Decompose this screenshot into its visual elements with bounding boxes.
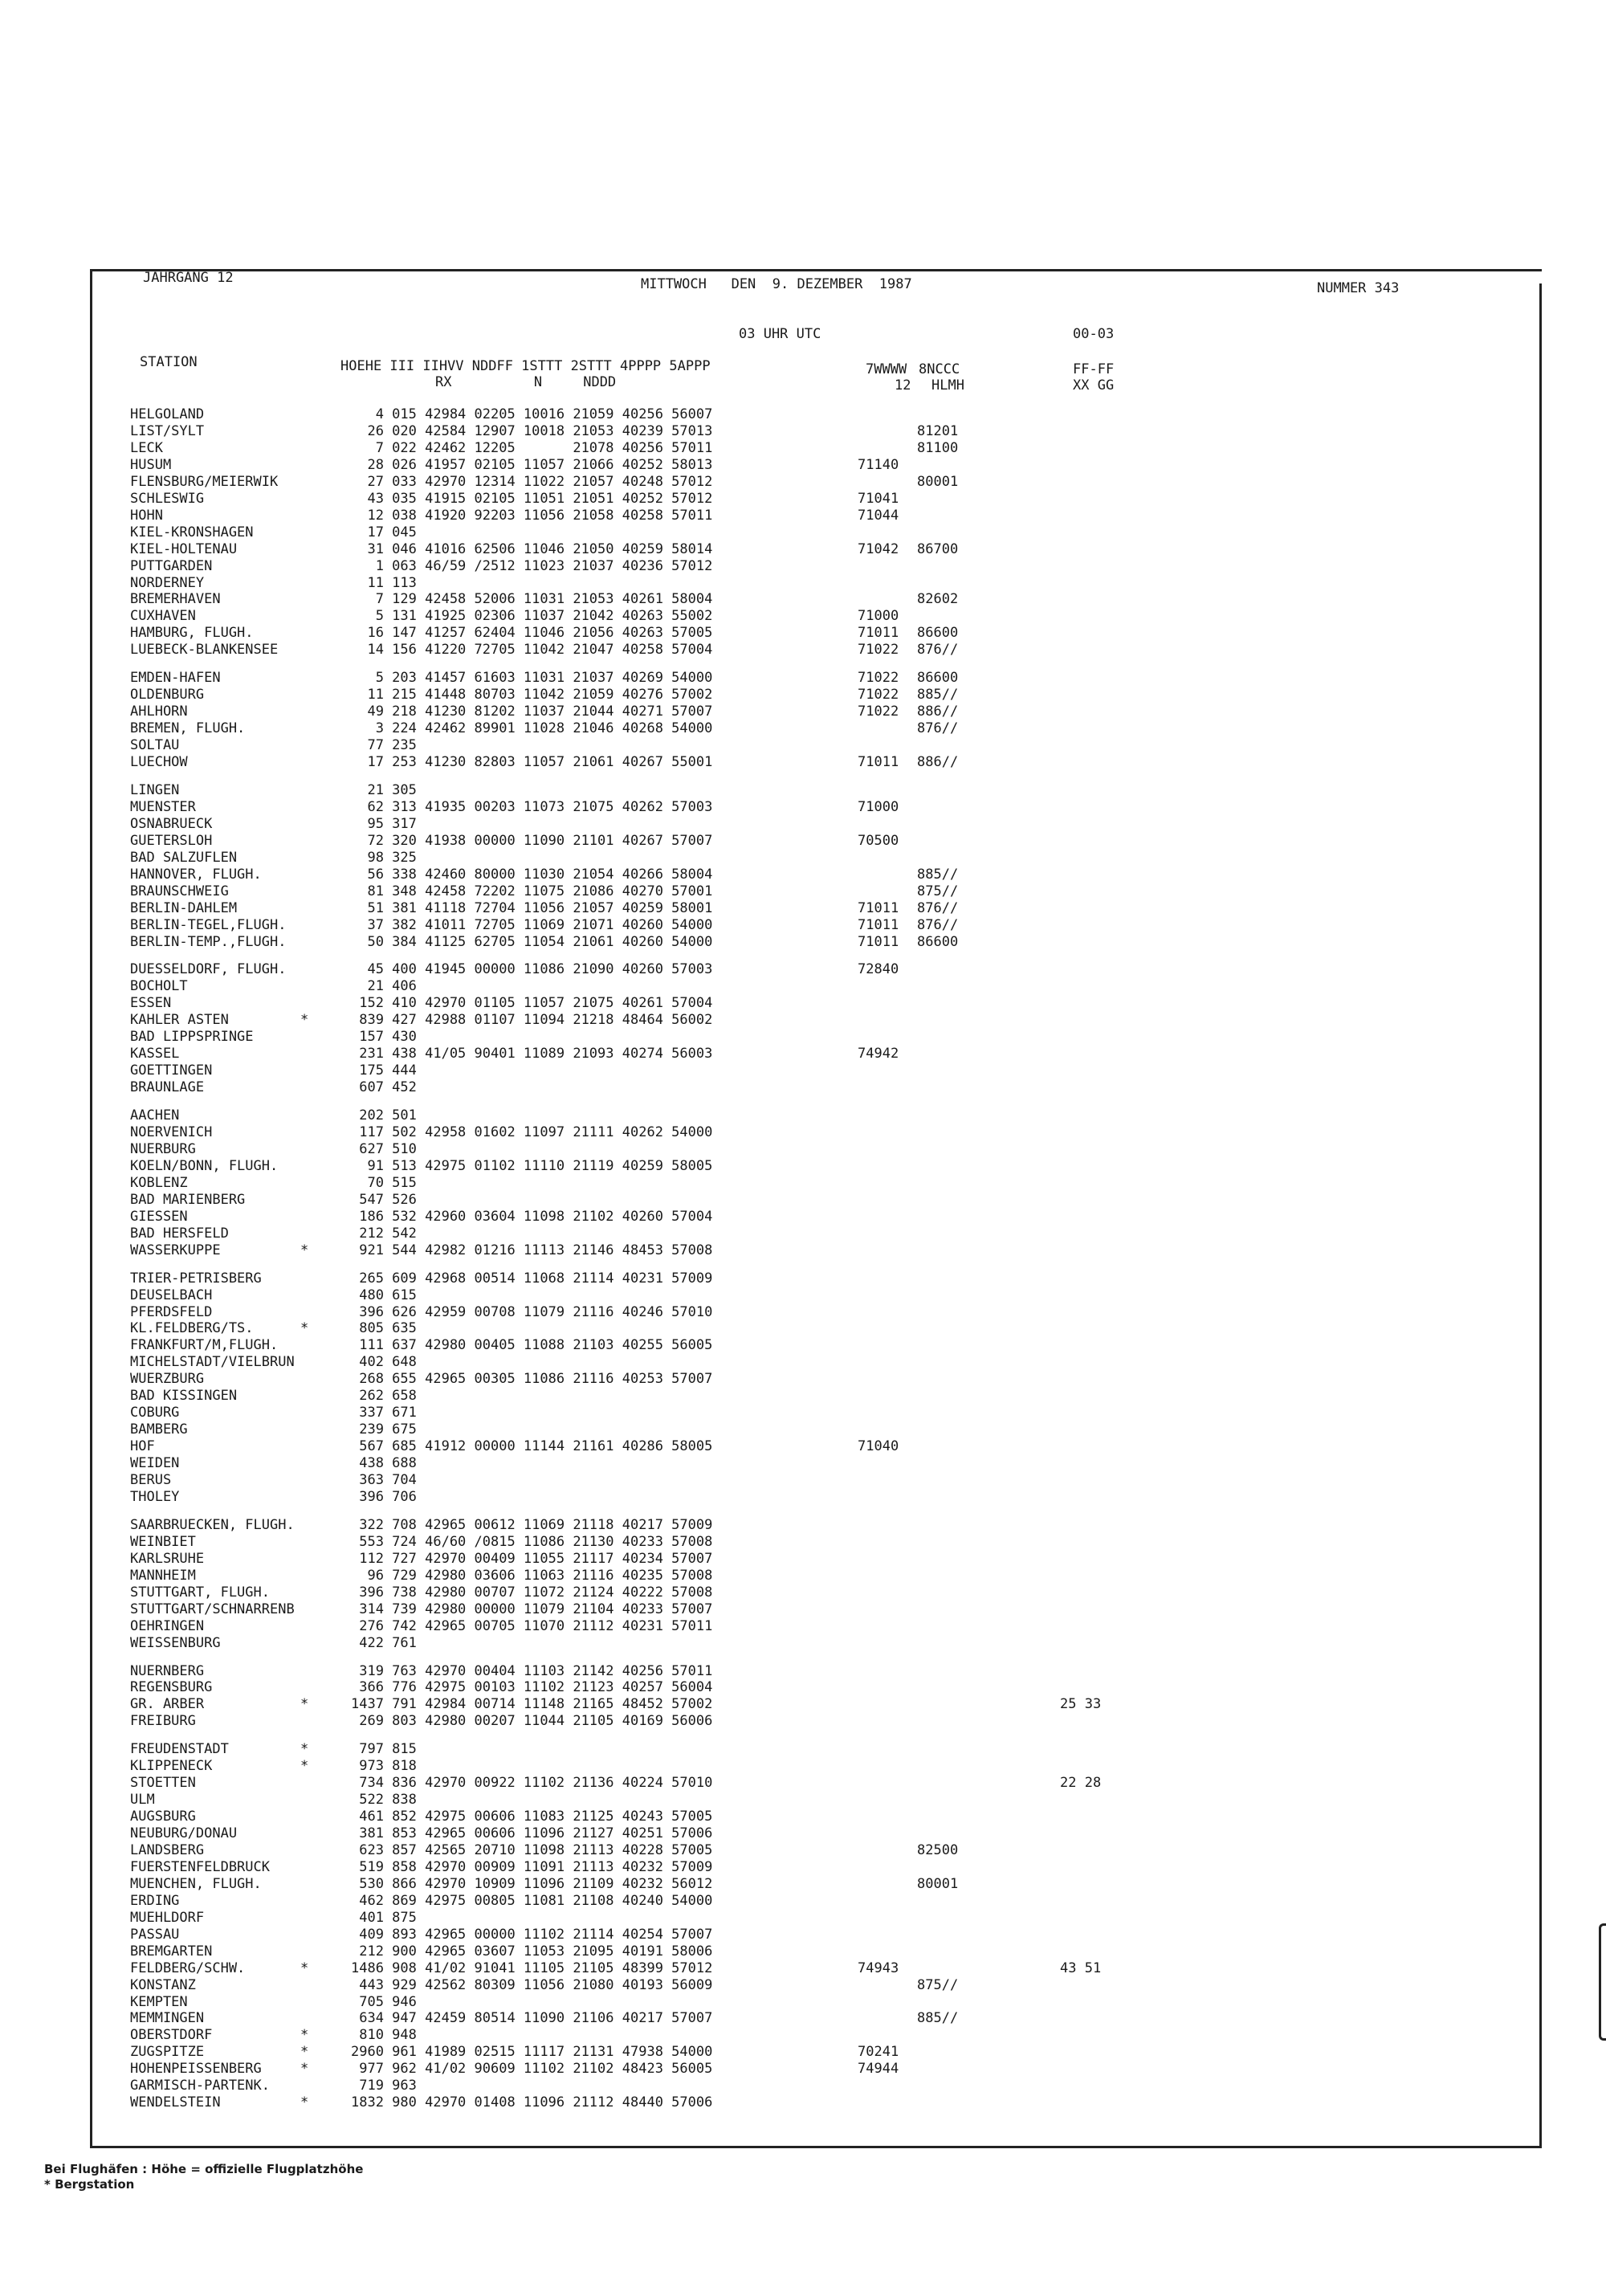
station-8nccc: 86700	[917, 541, 959, 557]
station-name: BAD KISSINGEN	[130, 1388, 238, 1404]
station-observation: 921 544 42982 01216 11113 21146 48453 57008	[351, 1242, 713, 1258]
station-name: FUERSTENFELDBRUCK	[130, 1859, 270, 1875]
station-name: ZUGSPITZE	[130, 2044, 205, 2060]
station-observation: 522 838	[351, 1792, 417, 1808]
station-8nccc: 876//	[917, 900, 959, 916]
mountain-station-marker: *	[300, 1320, 309, 1336]
station-name: OLDENBURG	[130, 687, 205, 703]
station-8nccc: 86600	[917, 670, 959, 686]
station-name: WEISSENBURG	[130, 1635, 221, 1651]
station-observation: 1486 908 41/02 91041 11105 21105 48399 57012	[351, 1960, 713, 1976]
station-8nccc: 86600	[917, 934, 959, 950]
station-name: HAMBURG, FLUGH.	[130, 625, 254, 641]
station-name: PASSAU	[130, 1927, 180, 1943]
station-name: FELDBERG/SCHW.	[130, 1960, 246, 1976]
station-observation: 381 853 42965 00606 11096 21127 40251 57006	[351, 1825, 713, 1841]
station-name: SAARBRUECKEN, FLUGH.	[130, 1517, 295, 1533]
station-name: BRAUNLAGE	[130, 1079, 205, 1095]
station-name: AACHEN	[130, 1107, 180, 1124]
station-8nccc: 876//	[917, 642, 959, 658]
station-8nccc: 885//	[917, 2010, 959, 2026]
station-name: LUEBECK-BLANKENSEE	[130, 642, 279, 658]
station-observation: 337 671	[351, 1405, 417, 1421]
station-7wwww: 71044	[858, 508, 899, 524]
station-name: AUGSBURG	[130, 1809, 196, 1825]
station-name: KONSTANZ	[130, 1977, 196, 1993]
station-observation: 623 857 42565 20710 11098 21113 40228 57005	[351, 1842, 713, 1858]
footnote-airports: Bei Flughäfen : Höhe = offizielle Flugplatzhöhe	[44, 2162, 364, 2176]
station-observation: 805 635	[351, 1320, 417, 1336]
station-observation: 239 675	[351, 1421, 417, 1438]
station-name: BREMERHAVEN	[130, 591, 221, 607]
station-7wwww: 71011	[858, 900, 899, 916]
station-name: LIST/SYLT	[130, 423, 205, 439]
station-name: ERDING	[130, 1893, 180, 1909]
station-observation: 70 515	[351, 1175, 417, 1191]
mountain-station-marker: *	[300, 1012, 309, 1028]
station-name: MUEHLDORF	[130, 1910, 205, 1926]
station-name: BAD SALZUFLEN	[130, 850, 238, 866]
col-station: STATION	[140, 354, 198, 370]
col-8nccc: 8NCCC	[919, 361, 960, 377]
period-label: 00-03	[1073, 326, 1115, 342]
station-observation: 11 113	[351, 575, 417, 591]
station-8nccc: 886//	[917, 754, 959, 770]
station-8nccc: 81100	[917, 440, 959, 456]
mountain-station-marker: *	[300, 2061, 309, 2077]
station-name: LECK	[130, 440, 163, 456]
station-observation: 480 615	[351, 1287, 417, 1303]
mountain-station-marker: *	[300, 2044, 309, 2060]
station-7wwww: 71022	[858, 703, 899, 720]
station-name: BOCHOLT	[130, 978, 188, 994]
station-observation: 212 900 42965 03607 11053 21095 40191 58006	[351, 1943, 713, 1960]
station-7wwww: 71022	[858, 670, 899, 686]
col-ffff-sub: XX GG	[1073, 377, 1115, 394]
station-observation: 45 400 41945 00000 11086 21090 40260 57003	[351, 961, 713, 977]
station-observation: 396 738 42980 00707 11072 21124 40222 57008	[351, 1584, 713, 1601]
station-observation: 547 526	[351, 1192, 417, 1208]
station-name: GARMISCH-PARTENK.	[130, 2078, 270, 2094]
station-observation: 112 727 42970 00409 11055 21117 40234 57007	[351, 1551, 713, 1567]
station-name: MICHELSTADT/VIELBRUN	[130, 1354, 295, 1370]
station-name: KLIPPENECK	[130, 1758, 213, 1774]
station-7wwww: 74942	[858, 1046, 899, 1062]
station-8nccc: 885//	[917, 867, 959, 883]
mountain-station-marker: *	[300, 1960, 309, 1976]
station-name: MUENSTER	[130, 799, 196, 815]
station-name: LANDSBERG	[130, 1842, 205, 1858]
station-observation: 31 046 41016 62506 11046 21050 40259 58014	[351, 541, 713, 557]
station-observation: 409 893 42965 00000 11102 21114 40254 57007	[351, 1927, 713, 1943]
station-name: OSNABRUECK	[130, 816, 213, 832]
station-name: STUTTGART/SCHNARRENB	[130, 1601, 295, 1617]
station-7wwww: 72840	[858, 961, 899, 977]
station-name: KIEL-HOLTENAU	[130, 541, 238, 557]
station-observation: 21 406	[351, 978, 417, 994]
station-name: EMDEN-HAFEN	[130, 670, 221, 686]
station-observation: 43 035 41915 02105 11051 21051 40252 57012	[351, 491, 713, 507]
issue-number: NUMMER 343	[1317, 280, 1400, 296]
station-name: NEUBURG/DONAU	[130, 1825, 238, 1841]
station-8nccc: 82500	[917, 1842, 959, 1858]
station-name: MEMMINGEN	[130, 2010, 205, 2026]
station-name: NORDERNEY	[130, 575, 205, 591]
station-name: WEIDEN	[130, 1455, 180, 1471]
station-7wwww: 70241	[858, 2044, 899, 2060]
station-name: OBERSTDORF	[130, 2027, 213, 2043]
station-name: NUERBURG	[130, 1141, 196, 1157]
station-name: KASSEL	[130, 1046, 180, 1062]
station-name: BERLIN-TEGEL,FLUGH.	[130, 917, 287, 933]
station-observation: 62 313 41935 00203 11073 21075 40262 57003	[351, 799, 713, 815]
station-observation: 839 427 42988 01107 11094 21218 48464 56002	[351, 1012, 713, 1028]
station-observation: 202 501	[351, 1107, 417, 1124]
station-8nccc: 86600	[917, 625, 959, 641]
station-7wwww: 71040	[858, 1438, 899, 1454]
jahrgang-label: JAHRGANG 12	[143, 270, 234, 286]
station-name: STUTTGART, FLUGH.	[130, 1584, 270, 1601]
station-7wwww: 71042	[858, 541, 899, 557]
station-observation: 363 704	[351, 1472, 417, 1488]
mountain-station-marker: *	[300, 2094, 309, 2110]
col-ffff: FF-FF	[1073, 361, 1115, 377]
station-name: BERLIN-DAHLEM	[130, 900, 238, 916]
station-observation: 322 708 42965 00612 11069 21118 40217 57009	[351, 1517, 713, 1533]
station-name: KAHLER ASTEN	[130, 1012, 229, 1028]
station-7wwww: 71011	[858, 754, 899, 770]
station-observation: 810 948	[351, 2027, 417, 2043]
station-7wwww: 71041	[858, 491, 899, 507]
station-observation: 443 929 42562 80309 11056 21080 40193 56009	[351, 1977, 713, 1993]
station-name: PUTTGARDEN	[130, 558, 213, 574]
station-name: HOHN	[130, 508, 163, 524]
station-observation: 734 836 42970 00922 11102 21136 40224 57010	[351, 1775, 713, 1791]
station-observation: 26 020 42584 12907 10018 21053 40239 57013	[351, 423, 713, 439]
station-name: KOBLENZ	[130, 1175, 188, 1191]
station-observation: 705 946	[351, 1994, 417, 2010]
station-name: MANNHEIM	[130, 1568, 196, 1584]
frame-bottom-border	[90, 2146, 1542, 2148]
station-8nccc: 885//	[917, 687, 959, 703]
station-7wwww: 74944	[858, 2061, 899, 2077]
station-observation: 12 038 41920 92203 11056 21058 40258 57011	[351, 508, 713, 524]
station-observation: 51 381 41118 72704 11056 21057 40259 58001	[351, 900, 713, 916]
station-observation: 231 438 41/05 90401 11089 21093 40274 56003	[351, 1046, 713, 1062]
station-7wwww: 71011	[858, 934, 899, 950]
station-8nccc: 876//	[917, 917, 959, 933]
station-observation: 98 325	[351, 850, 417, 866]
station-name: CUXHAVEN	[130, 608, 196, 624]
station-name: WASSERKUPPE	[130, 1242, 221, 1258]
station-observation: 27 033 42970 12314 11022 21057 40248 57012	[351, 474, 713, 490]
station-observation: 152 410 42970 01105 11057 21075 40261 57004	[351, 995, 713, 1011]
station-name: ULM	[130, 1792, 155, 1808]
station-observation: 265 609 42968 00514 11068 21114 40231 57009	[351, 1270, 713, 1287]
station-name: LINGEN	[130, 782, 180, 798]
station-observation: 186 532 42960 03604 11098 21102 40260 57004	[351, 1209, 713, 1225]
station-observation: 1437 791 42984 00714 11148 21165 48452 57002	[351, 1696, 713, 1712]
station-observation: 3 224 42462 89901 11028 21046 40268 54000	[351, 720, 713, 736]
station-8nccc: 875//	[917, 883, 959, 899]
station-observation: 95 317	[351, 816, 417, 832]
station-name: OEHRINGEN	[130, 1618, 205, 1634]
station-observation: 49 218 41230 81202 11037 21044 40271 57007	[351, 703, 713, 720]
station-observation: 530 866 42970 10909 11096 21109 40232 56012	[351, 1876, 713, 1892]
station-ffff: 25 33	[1060, 1696, 1102, 1712]
frame-left-border	[90, 269, 92, 2148]
station-ffff: 43 51	[1060, 1960, 1102, 1976]
station-8nccc: 81201	[917, 423, 959, 439]
station-name: FLENSBURG/MEIERWIK	[130, 474, 279, 490]
station-name: PFERDSFELD	[130, 1304, 213, 1320]
col-8nccc-sub: HLMH	[931, 377, 964, 394]
station-name: STOETTEN	[130, 1775, 196, 1791]
station-observation: 7 129 42458 52006 11031 21053 40261 58004	[351, 591, 713, 607]
station-name: TRIER-PETRISBERG	[130, 1270, 262, 1287]
observation-time: 03 UHR UTC	[739, 326, 821, 342]
station-observation: 276 742 42965 00705 11070 21112 40231 57011	[351, 1618, 713, 1634]
station-name: BAD MARIENBERG	[130, 1192, 246, 1208]
station-name: THOLEY	[130, 1489, 180, 1505]
station-name: REGENSBURG	[130, 1679, 213, 1695]
station-observation: 56 338 42460 80000 11030 21054 40266 58004	[351, 867, 713, 883]
station-name: SCHLESWIG	[130, 491, 205, 507]
station-observation: 627 510	[351, 1141, 417, 1157]
frame-top-border	[90, 269, 1542, 271]
station-observation: 797 815	[351, 1741, 417, 1757]
station-name: WENDELSTEIN	[130, 2094, 221, 2110]
station-8nccc: 886//	[917, 703, 959, 720]
issue-date: MITTWOCH DEN 9. DEZEMBER 1987	[641, 276, 912, 292]
station-name: KIEL-KRONSHAGEN	[130, 524, 254, 540]
station-observation: 96 729 42980 03606 11063 21116 40235 57008	[351, 1568, 713, 1584]
station-name: WEINBIET	[130, 1534, 196, 1550]
station-name: MUENCHEN, FLUGH.	[130, 1876, 262, 1892]
station-7wwww: 71011	[858, 625, 899, 641]
station-observation: 402 648	[351, 1354, 417, 1370]
station-observation: 607 452	[351, 1079, 417, 1095]
station-observation: 567 685 41912 00000 11144 21161 40286 58005	[351, 1438, 713, 1454]
station-name: BERUS	[130, 1472, 172, 1488]
col-7wwww: 7WWWW	[866, 361, 907, 377]
station-name: FREIBURG	[130, 1713, 196, 1729]
station-observation: 396 706	[351, 1489, 417, 1505]
station-name: HELGOLAND	[130, 406, 205, 422]
station-observation: 21 305	[351, 782, 417, 798]
station-name: HOHENPEISSENBERG	[130, 2061, 262, 2077]
station-name: DEUSELBACH	[130, 1287, 213, 1303]
station-observation: 91 513 42975 01102 11110 21119 40259 58005	[351, 1158, 713, 1174]
station-observation: 81 348 42458 72202 11075 21086 40270 57001	[351, 883, 713, 899]
station-name: HANNOVER, FLUGH.	[130, 867, 262, 883]
col-main-subheader: RX N NDDD	[435, 374, 617, 390]
station-observation: 16 147 41257 62404 11046 21056 40263 57005	[351, 625, 713, 641]
station-observation: 17 045	[351, 524, 417, 540]
binder-edge	[1599, 1923, 1606, 2041]
station-observation: 519 858 42970 00909 11091 21113 40232 57009	[351, 1859, 713, 1875]
station-observation: 28 026 41957 02105 11057 21066 40252 58013	[351, 457, 713, 473]
station-observation: 268 655 42965 00305 11086 21116 40253 57007	[351, 1371, 713, 1387]
station-7wwww: 71000	[858, 608, 899, 624]
table-frame	[90, 269, 1542, 2148]
station-name: FREUDENSTADT	[130, 1741, 229, 1757]
col-main-header: HOEHE III IIHVV NDDFF 1STTT 2STTT 4PPPP 5APPP	[340, 358, 711, 374]
station-observation: 462 869 42975 00805 11081 21108 40240 54000	[351, 1893, 713, 1909]
station-observation: 11 215 41448 80703 11042 21059 40276 57002	[351, 687, 713, 703]
station-name: NUERNBERG	[130, 1663, 205, 1679]
station-observation: 5 131 41925 02306 11037 21042 40263 55002	[351, 608, 713, 624]
station-observation: 117 502 42958 01602 11097 21111 40262 54000	[351, 1124, 713, 1140]
station-8nccc: 876//	[917, 720, 959, 736]
station-observation: 17 253 41230 82803 11057 21061 40267 55001	[351, 754, 713, 770]
station-name: AHLHORN	[130, 703, 188, 720]
station-observation: 262 658	[351, 1388, 417, 1404]
station-7wwww: 71022	[858, 642, 899, 658]
station-name: HOF	[130, 1438, 155, 1454]
station-observation: 37 382 41011 72705 11069 21071 40260 54000	[351, 917, 713, 933]
station-name: BAD HERSFELD	[130, 1225, 229, 1242]
station-name: KARLSRUHE	[130, 1551, 205, 1567]
station-name: BREMEN, FLUGH.	[130, 720, 246, 736]
station-observation: 553 724 46/60 /0815 11086 21130 40233 57008	[351, 1534, 713, 1550]
station-observation: 719 963	[351, 2078, 417, 2094]
station-observation: 14 156 41220 72705 11042 21047 40258 57004	[351, 642, 713, 658]
station-observation: 77 235	[351, 737, 417, 753]
station-observation: 111 637 42980 00405 11088 21103 40255 56005	[351, 1337, 713, 1353]
station-ffff: 22 28	[1060, 1775, 1102, 1791]
station-observation: 1832 980 42970 01408 11096 21112 48440 57006	[351, 2094, 713, 2110]
station-observation: 72 320 41938 00000 11090 21101 40267 57007	[351, 833, 713, 849]
station-observation: 7 022 42462 12205 21078 40256 57011	[351, 440, 713, 456]
station-name: COBURG	[130, 1405, 180, 1421]
station-observation: 157 430	[351, 1029, 417, 1045]
station-8nccc: 80001	[917, 474, 959, 490]
station-name: BRAUNSCHWEIG	[130, 883, 229, 899]
station-name: FRANKFURT/M,FLUGH.	[130, 1337, 279, 1353]
station-name: KOELN/BONN, FLUGH.	[130, 1158, 279, 1174]
station-observation: 401 875	[351, 1910, 417, 1926]
mountain-station-marker: *	[300, 1758, 309, 1774]
station-observation: 438 688	[351, 1455, 417, 1471]
station-observation: 2960 961 41989 02515 11117 21131 47938 54000	[351, 2044, 713, 2060]
station-observation: 269 803 42980 00207 11044 21105 40169 56006	[351, 1713, 713, 1729]
station-observation: 319 763 42970 00404 11103 21142 40256 57011	[351, 1663, 713, 1679]
station-name: BAMBERG	[130, 1421, 188, 1438]
station-name: GIESSEN	[130, 1209, 188, 1225]
station-name: BERLIN-TEMP.,FLUGH.	[130, 934, 287, 950]
station-name: KL.FELDBERG/TS.	[130, 1320, 254, 1336]
station-7wwww: 71011	[858, 917, 899, 933]
station-8nccc: 80001	[917, 1876, 959, 1892]
station-name: GOETTINGEN	[130, 1062, 213, 1079]
station-8nccc: 82602	[917, 591, 959, 607]
col-7wwww-sub: 12	[895, 377, 911, 394]
station-observation: 314 739 42980 00000 11079 21104 40233 57007	[351, 1601, 713, 1617]
station-name: ESSEN	[130, 995, 172, 1011]
station-7wwww: 71022	[858, 687, 899, 703]
station-observation: 422 761	[351, 1635, 417, 1651]
station-observation: 175 444	[351, 1062, 417, 1079]
station-observation: 366 776 42975 00103 11102 21123 40257 56004	[351, 1679, 713, 1695]
mountain-station-marker: *	[300, 1741, 309, 1757]
station-name: NOERVENICH	[130, 1124, 213, 1140]
frame-right-border	[1539, 283, 1542, 2148]
station-name: DUESSELDORF, FLUGH.	[130, 961, 287, 977]
station-name: BAD LIPPSPRINGE	[130, 1029, 254, 1045]
station-name: KEMPTEN	[130, 1994, 188, 2010]
station-name: WUERZBURG	[130, 1371, 205, 1387]
station-name: HUSUM	[130, 457, 172, 473]
mountain-station-marker: *	[300, 1242, 309, 1258]
station-7wwww: 74943	[858, 1960, 899, 1976]
station-observation: 634 947 42459 80514 11090 21106 40217 57007	[351, 2010, 713, 2026]
station-7wwww: 70500	[858, 833, 899, 849]
station-observation: 461 852 42975 00606 11083 21125 40243 57005	[351, 1809, 713, 1825]
station-name: GR. ARBER	[130, 1696, 205, 1712]
footnote-mountain-station: * Bergstation	[44, 2177, 135, 2192]
station-observation: 973 818	[351, 1758, 417, 1774]
station-observation: 50 384 41125 62705 11054 21061 40260 54000	[351, 934, 713, 950]
station-7wwww: 71000	[858, 799, 899, 815]
station-name: GUETERSLOH	[130, 833, 213, 849]
station-observation: 396 626 42959 00708 11079 21116 40246 57010	[351, 1304, 713, 1320]
mountain-station-marker: *	[300, 2027, 309, 2043]
station-observation: 4 015 42984 02205 10016 21059 40256 56007	[351, 406, 713, 422]
mountain-station-marker: *	[300, 1696, 309, 1712]
station-8nccc: 875//	[917, 1977, 959, 1993]
station-observation: 1 063 46/59 /2512 11023 21037 40236 57012	[351, 558, 713, 574]
station-name: LUECHOW	[130, 754, 188, 770]
station-name: SOLTAU	[130, 737, 180, 753]
station-observation: 977 962 41/02 90609 11102 21102 48423 56005	[351, 2061, 713, 2077]
station-7wwww: 71140	[858, 457, 899, 473]
station-observation: 5 203 41457 61603 11031 21037 40269 54000	[351, 670, 713, 686]
station-name: BREMGARTEN	[130, 1943, 213, 1960]
station-observation: 212 542	[351, 1225, 417, 1242]
